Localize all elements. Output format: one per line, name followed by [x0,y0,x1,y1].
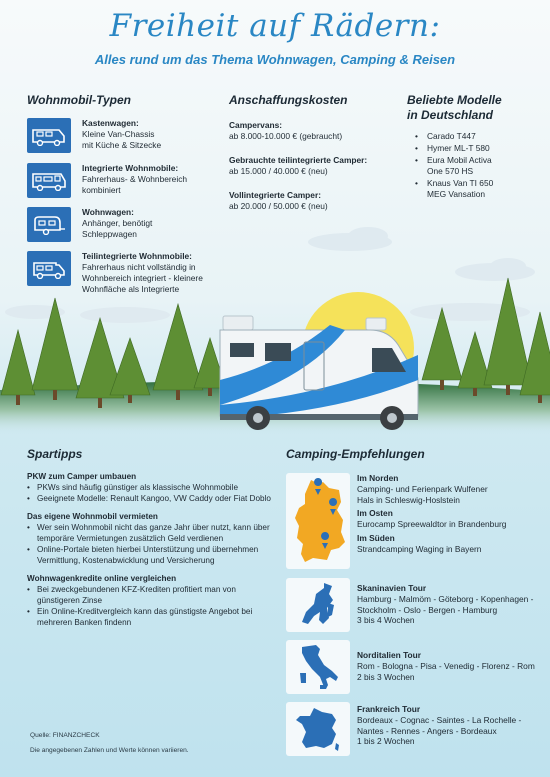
tour-line: 3 bis 4 Wochen [357,615,415,626]
camping-heading: Camping-Empfehlungen [286,447,425,461]
tour-line: 2 bis 3 Wochen [357,671,415,682]
models-heading [407,93,502,123]
model-name: • Eura Mobil Activa [427,155,492,165]
tips-section [27,472,272,628]
cloud-icon [5,227,535,323]
disclaimer: Die angegebenen Zahlen und Werte können variieren. [30,747,189,754]
tree-icon [422,278,550,395]
cost-label: Campervans: [229,120,283,130]
types-heading: Wohnmobil-Typen [27,93,131,107]
van-icon [27,118,71,153]
type-item [27,163,247,198]
tour-line: Hamburg - Malmöm - Göteborg - Kopenhagen - [357,593,534,604]
type-title: Teilintegrierte Wohnmobile: [82,251,192,261]
cost-item [229,120,399,142]
camping-line: Strandcamping Waging in Bayern [357,543,482,554]
cost-item [229,190,399,212]
model-name: • Knaus Van TI 650 [427,178,494,188]
source-note [30,731,189,756]
type-line: Fahrerhaus- & Wohnbereich [82,174,188,184]
camping-germany [286,473,506,569]
camping-region-title: Im Norden [357,473,399,483]
tips-heading: Spartipps [27,447,83,461]
type-line: Fahrerhaus nicht vollständig in [82,262,196,272]
type-line: Kleine Van-Chassis [82,129,155,139]
tour-title: Frankreich Tour [357,704,421,714]
list-item [413,178,493,200]
camping-tour [286,640,535,694]
camping-line: Hals in Schleswig-Hoslstein [357,494,460,505]
type-line: Wohnbereich integriert - kleinere [82,273,203,283]
page-subtitle: Alles rund um das Thema Wohnwagen, Camping & Reisen [94,52,456,67]
model-name: One 570 HS [427,166,474,176]
france-map [286,702,350,756]
model-name: MEG Vansation [427,189,486,199]
list-item [413,143,493,154]
list-item: • Geeignete Modelle: Renault Kangoo, VW Caddy oder Fiat Doblo [27,494,272,505]
model-name: Carado T447 [427,131,476,141]
tips-section-title: PKW zum Camper umbauen [27,472,137,481]
tips-section-title: Das eigene Wohnmobil vermieten [27,512,158,522]
list-item: • Online-Portale bieten hierbei Unterstützung und übernehmen Vermittlung, Kostenabwicklung und Versicherung [27,545,272,567]
camping-tour [286,702,521,756]
type-line: Wohnfläche als Integrierte [82,284,180,294]
camping-line: Eurocamp Spreewaldtor in Brandenburg [357,519,507,530]
page-title: Freiheit auf Rädern: [109,8,441,44]
tour-title: Skaninavien Tour [357,583,427,593]
type-title: Wohnwagen: [82,207,134,217]
cost-value: ab 20.000 / 50.000 € (neu) [229,201,328,211]
tips-section-title: Wohnwagenkredite online vergleichen [27,574,177,584]
type-line: Schleppwagen [82,229,137,239]
cost-item [229,155,399,177]
cost-value: ab 15.000 / 40.000 € (neu) [229,166,328,176]
landscape-illustration [0,220,550,435]
list-item: • Bei zweckgebundenen KFZ-Krediten profitiert man von günstigeren Zinse [27,585,272,607]
italy-map [286,640,350,694]
type-title: Kastenwagen: [82,118,139,128]
tour-line: Nantes - Rennes - Angers - Bordeaux [357,725,497,736]
cost-value: ab 8.000-10.000 € (gebraucht) [229,131,343,141]
motorhome-icon [27,163,71,198]
models-heading-line: Beliebte Modelle [407,93,502,107]
list-item: • Wer sein Wohnmobil nicht das ganze Jahr über nutzt, kann über temporäre Vermietungen zusätzlich Geld verdienen [27,523,272,545]
type-title: Integrierte Wohnmobile: [82,163,179,173]
list-item: • Ein Online-Kreditvergleich kann das günstigste Angebot bei mehreren Banken findenn [27,607,272,629]
scandinavia-map [286,578,350,632]
models-heading-line: in Deutschland [407,108,494,122]
tour-line: 1 bis 2 Wochen [357,736,415,747]
costs-heading: Anschaffungskosten [229,93,348,107]
source-label: Quelle: FINANZCHECK [30,732,100,739]
type-line: mit Küche & Sitzecke [82,140,162,150]
germany-map [286,473,350,569]
tour-line: Stockholm - Oslo - Bergen - Hamburg [357,604,498,615]
cost-label: Gebrauchte teilintegrierte Camper: [229,155,368,165]
camping-region-title: Im Osten [357,508,393,519]
camping-region-title: Im Süden [357,532,395,543]
list-item [413,155,493,177]
type-item [27,118,247,153]
cost-label: Vollintegrierte Camper: [229,190,321,200]
tour-line: Bordeaux - Cognac - Saintes - La Rochelle - [357,714,522,725]
type-line: kombiniert [82,185,121,195]
models-list [413,131,493,201]
tour-line: Rom - Bologna - Pisa - Venedig - Florenz - Rom [357,660,535,671]
list-item [413,131,493,142]
camping-tour [286,578,533,632]
list-item: • PKWs sind häufig günstiger als klassische Wohnmobile [27,483,272,494]
camping-line: Camping- und Ferienpark Wulfener [357,483,488,494]
tour-title: Norditalien Tour [357,650,422,660]
type-line: Anhänger, benötigt [82,218,153,228]
model-name: Hymer ML-T 580 [427,143,490,153]
